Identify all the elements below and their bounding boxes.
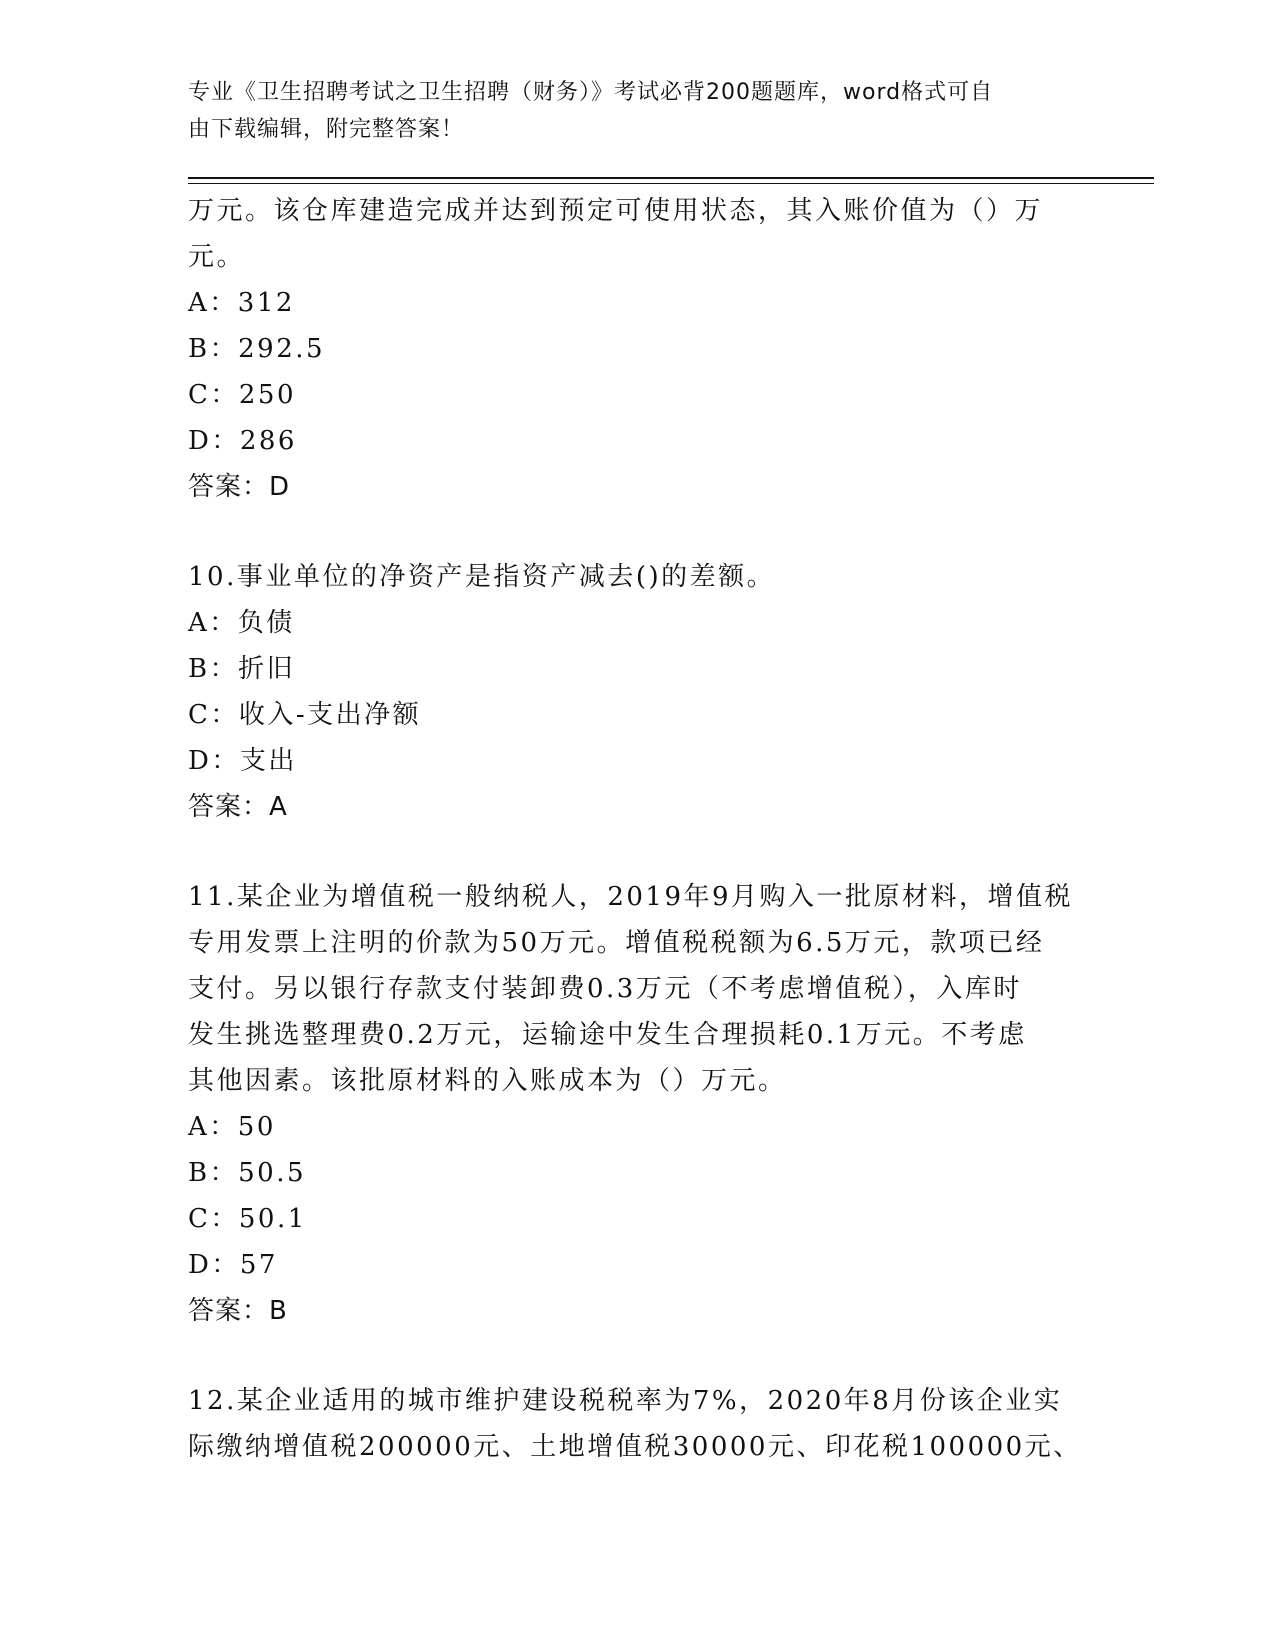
question-stem-line: 支付。另以银行存款支付装卸费0.3万元（不考虑增值税），入库时 [188,974,1022,1004]
option-d: D：57 [188,1250,278,1280]
question-11 [188,874,1088,1334]
question-12 [188,1378,1088,1470]
option-c: C：50.1 [188,1204,307,1234]
question-list [188,188,1088,1470]
question-stem-line: 元。 [188,242,246,272]
question-stem-line: 12.某企业适用的城市维护建设税税率为7%，2020年8月份该企业实 [188,1386,1063,1416]
answer-line: 答案：D [188,472,291,502]
answer-line: 答案：B [188,1296,288,1326]
question-stem-line: 其他因素。该批原材料的入账成本为（）万元。 [188,1066,787,1096]
option-d: D：286 [188,426,297,456]
header-divider-thin [188,183,1154,184]
header-title-line-2: 由下载编辑，附完整答案！ [188,117,465,142]
option-c: C：收入-支出净额 [188,700,422,730]
question-stem-line: 万元。该仓库建造完成并达到预定可使用状态，其入账价值为（）万 [188,196,1044,226]
question-stem-line: 专用发票上注明的价款为50万元。增值税税额为6.5万元，款项已经 [188,928,1045,958]
option-c: C：250 [188,380,297,410]
question-stem-line: 11.某企业为增值税一般纳税人，2019年9月购入一批原材料，增值税 [188,882,1074,912]
option-a: A：50 [188,1112,276,1142]
option-b: B：折旧 [188,654,296,684]
question-stem-line: 际缴纳增值税200000元、土地增值税30000元、印花税100000元、 [188,1432,1082,1462]
answer-line: 答案：A [188,792,288,822]
option-b: B：292.5 [188,334,326,364]
question-10 [188,554,1088,830]
header-title-line-1: 专业《卫生招聘考试之卫生招聘（财务）》考试必背200题题库，word格式可自 [188,80,994,105]
question-stem-line: 10.事业单位的净资产是指资产减去()的差额。 [188,562,776,592]
header-divider-thick [188,177,1154,179]
question-stem-line: 发生挑选整理费0.2万元，运输途中发生合理损耗0.1万元。不考虑 [188,1020,1027,1050]
option-d: D：支出 [188,746,297,776]
question-9 [188,188,1088,510]
document-header [188,74,1068,148]
option-b: B：50.5 [188,1158,306,1188]
option-a: A：312 [188,288,295,318]
option-a: A：负债 [188,608,295,638]
